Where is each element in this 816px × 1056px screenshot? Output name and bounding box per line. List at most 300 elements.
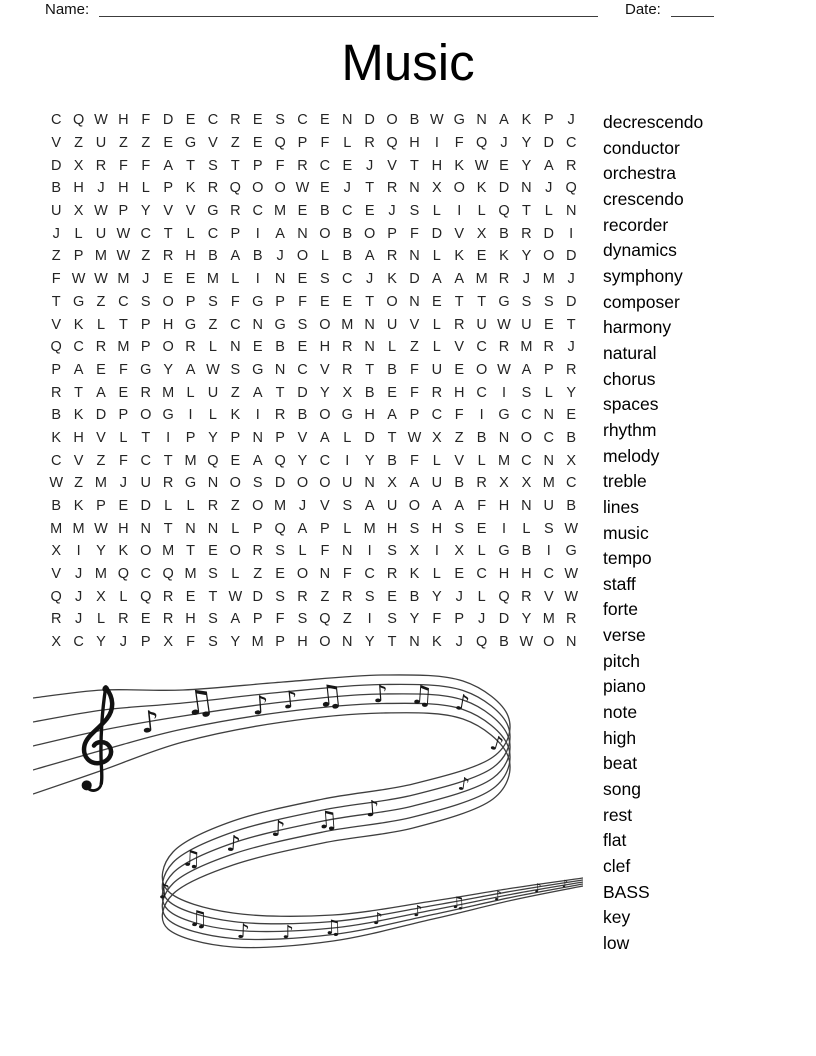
grid-cell: E [252,339,263,356]
grid-cell: V [320,361,330,378]
grid-cell: E [163,271,173,288]
grid-cell: B [521,543,532,560]
word-list-item: pitch [603,650,640,671]
grid-cell: C [73,339,84,356]
grid-cell: Q [207,452,219,469]
grid-cell: N [565,203,577,220]
grid-cell: Q [274,452,286,469]
grid-cell: O [319,225,331,242]
grid-cell: H [297,634,308,651]
grid-cell: L [477,203,486,220]
word-list-item: orchestra [603,163,676,184]
grid-cell: B [387,452,397,469]
grid-cell: T [186,157,195,174]
grid-cell: R [162,248,174,265]
grid-cell: J [366,157,374,174]
grid-cell: O [140,543,152,560]
grid-cell: O [296,248,309,265]
grid-cell: K [476,180,487,197]
grid-cell: T [163,452,173,469]
grid-cell: V [454,452,465,469]
grid-cell: P [409,407,420,424]
grid-cell: C [207,225,219,242]
staff-line [33,675,583,916]
grid-cell: R [95,339,107,356]
grid-cell: F [275,611,285,628]
grid-cell: P [163,180,173,197]
grid-cell: P [185,429,196,446]
grid-cell: P [118,407,129,424]
grid-cell: L [432,452,441,469]
grid-cell: B [342,248,353,265]
grid-cell: L [388,339,397,356]
grid-cell: L [119,429,128,446]
grid-cell: C [297,112,308,129]
grid-cell: N [185,520,196,537]
grid-cell: C [73,634,84,651]
grid-cell: E [320,112,330,129]
grid-cell: B [499,634,509,651]
grid-cell: O [453,180,465,197]
grid-cell: D [431,225,443,242]
beamed-notes-icon: ♫ [181,681,218,726]
grid-cell: S [208,634,218,651]
word-list-item: rest [603,804,633,825]
grid-cell: D [274,475,286,492]
grid-cell: J [74,588,83,605]
grid-cell: L [432,316,441,333]
grid-cell: N [409,180,420,197]
grid-cell: D [364,429,375,446]
grid-cell: Q [50,588,62,605]
grid-cell: M [117,339,130,356]
grid-cell: Z [230,498,240,515]
grid-cell: H [364,407,375,424]
grid-cell: K [73,316,84,333]
grid-cell: N [476,112,487,129]
grid-cell: Y [96,634,106,651]
grid-cell: H [118,112,129,129]
word-list-item: tempo [603,548,652,569]
grid-cell: P [320,520,330,537]
grid-cell: H [453,384,465,401]
grid-cell: C [476,566,487,583]
grid-cell: L [343,135,352,152]
grid-cell: M [542,475,555,492]
grid-cell: U [521,316,532,333]
word-list-item: key [603,907,631,928]
grid-cell: L [164,498,173,515]
grid-cell: N [252,316,263,333]
grid-cell: B [208,248,218,265]
grid-cell: Z [454,429,464,446]
grid-cell: R [364,135,375,152]
grid-cell: V [51,316,62,333]
grid-cell: F [298,293,307,310]
grid-cell: T [141,429,151,446]
grid-cell: T [387,429,397,446]
grid-cell: E [118,498,129,515]
grid-cell: B [342,225,353,242]
eighth-note-icon: ♪ [487,729,507,757]
grid-cell: O [140,407,152,424]
grid-cell: R [95,157,107,174]
grid-cell: A [297,520,308,537]
grid-cell: R [476,475,487,492]
grid-cell: L [522,520,531,537]
grid-cell: R [565,611,577,628]
grid-cell: O [319,407,331,424]
grid-cell: S [387,611,397,628]
word-list-item: melody [603,445,660,466]
grid-cell: C [521,407,532,424]
grid-cell: C [342,271,353,288]
grid-cell: J [74,566,83,583]
grid-cell: V [73,452,84,469]
grid-cell: U [543,498,555,515]
grid-cell: O [162,293,174,310]
grid-cell: P [252,611,263,628]
grid-cell: O [386,293,398,310]
grid-cell: G [498,293,510,310]
grid-cell: K [73,498,84,515]
grid-cell: P [387,225,397,242]
word-list-item: song [603,779,641,800]
grid-cell: B [364,384,375,401]
name-input-line[interactable] [99,16,598,17]
grid-cell: O [229,543,241,560]
grid-cell: I [434,543,439,560]
grid-cell: U [431,361,443,378]
grid-cell: G [341,407,353,424]
grid-cell: P [543,112,554,129]
word-list-item: note [603,702,638,723]
grid-cell: E [140,611,151,628]
grid-cell: F [141,112,151,129]
grid-cell: T [51,293,61,310]
word-search-grid [45,109,582,654]
grid-cell: C [140,225,151,242]
grid-cell: W [497,316,511,333]
grid-cell: H [185,248,196,265]
grid-cell: N [498,429,510,446]
grid-cell: S [409,203,420,220]
grid-cell: V [454,225,465,242]
grid-cell: H [185,611,196,628]
grid-cell: X [51,634,62,651]
grid-cell: C [565,135,577,152]
grid-cell: Z [96,452,106,469]
grid-cell: E [432,293,442,310]
grid-cell: A [163,157,173,174]
grid-cell: C [476,339,487,356]
grid-cell: T [365,180,375,197]
eighth-note-icon: ♪ [371,679,390,709]
grid-cell: S [342,498,353,515]
grid-cell: R [543,339,555,356]
grid-cell: B [275,339,285,356]
grid-cell: K [73,407,84,424]
grid-cell: R [140,384,151,401]
puzzle-title: Music [341,34,475,91]
grid-cell: Y [521,611,532,628]
grid-cell: G [498,407,510,424]
grid-cell: R [431,384,443,401]
grid-cell: C [230,316,241,333]
grid-cell: U [342,475,353,492]
grid-cell: R [565,361,577,378]
grid-cell: M [162,543,175,560]
grid-cell: T [163,520,173,537]
grid-cell: J [500,135,508,152]
grid-cell: P [140,339,151,356]
grid-cell: Y [432,588,442,605]
grid-cell: K [230,407,241,424]
grid-cell: T [163,225,173,242]
grid-cell: P [185,293,196,310]
grid-cell: B [320,203,330,220]
grid-cell: J [343,180,351,197]
eighth-note-icon: ♪ [493,888,503,905]
word-list-item: beat [603,753,638,774]
eighth-note-icon: ♪ [561,878,569,891]
grid-cell: X [499,475,509,492]
grid-cell: G [252,293,264,310]
grid-cell: W [228,588,243,605]
grid-cell: W [497,361,511,378]
grid-cell: L [432,566,441,583]
grid-cell: M [520,339,533,356]
grid-cell: G [184,316,197,333]
word-list-item: treble [603,471,647,492]
grid-cell: Q [229,180,241,197]
grid-cell: M [94,566,108,583]
music-staff-decoration [33,658,583,958]
grid-cell: T [521,203,531,220]
grid-cell: O [229,475,241,492]
grid-cell: S [140,293,151,310]
grid-cell: K [51,429,62,446]
grid-cell: C [207,112,219,129]
grid-cell: E [387,384,397,401]
grid-cell: B [51,180,62,197]
grid-cell: I [501,384,507,401]
grid-cell: K [454,248,465,265]
grid-cell: U [50,203,62,220]
grid-cell: J [119,475,127,492]
eighth-note-icon: ♪ [251,690,270,722]
grid-cell: F [320,543,330,560]
grid-cell: E [387,588,397,605]
grid-cell: L [320,248,329,265]
grid-cell: P [252,520,263,537]
grid-cell: C [543,566,555,583]
word-list-item: rhythm [603,419,657,440]
grid-cell: W [407,429,422,446]
beamed-notes-icon: ♫ [188,907,208,932]
grid-cell: E [364,203,375,220]
word-list-item: decrescendo [603,112,704,132]
grid-cell: N [543,452,555,469]
grid-cell: O [364,225,376,242]
grid-cell: A [521,361,532,378]
grid-cell: L [208,339,217,356]
grid-cell: A [409,475,420,492]
grid-cell: S [521,293,532,310]
grid-cell: O [543,248,555,265]
staff-lines-group [33,675,583,948]
grid-cell: R [50,611,62,628]
word-list-item: BASS [603,881,650,902]
grid-cell: X [163,634,173,651]
grid-cell: O [252,180,264,197]
grid-cell: Q [72,112,85,129]
grid-cell: G [184,475,197,492]
grid-cell: E [320,293,330,310]
word-list-item: chorus [603,368,656,389]
grid-cell: E [185,271,196,288]
grid-cell: R [50,384,62,401]
grid-cell: W [429,112,444,129]
grid-cell: S [275,112,285,129]
grid-cell: I [479,407,484,424]
grid-cell: D [498,180,510,197]
grid-cell: X [51,543,62,560]
grid-cell: M [206,271,219,288]
grid-cell: I [255,225,260,242]
grid-cell: L [477,588,486,605]
grid-cell: L [96,316,106,333]
grid-cell: L [343,520,352,537]
grid-cell: A [252,452,263,469]
grid-cell: K [454,157,465,174]
beamed-notes-icon: ♫ [408,680,435,712]
grid-cell: A [320,429,330,446]
grid-cell: E [230,452,241,469]
grid-cell: N [207,475,219,492]
grid-cell: J [455,634,463,651]
grid-cell: O [408,498,421,515]
grid-cell: O [162,339,174,356]
date-input-line[interactable] [671,16,714,17]
grid-cell: D [498,611,510,628]
grid-cell: J [298,498,307,515]
grid-cell: Z [320,588,330,605]
grid-cell: G [453,112,465,129]
grid-cell: W [94,520,108,537]
word-list-item: lines [603,496,639,517]
grid-cell: L [432,339,441,356]
grid-cell: M [363,520,376,537]
grid-cell: O [274,180,286,197]
grid-cell: G [162,407,174,424]
grid-cell: S [543,293,554,310]
grid-cell: Y [364,452,375,469]
grid-cell: P [73,248,84,265]
grid-cell: E [342,293,353,310]
grid-cell: A [499,112,509,129]
grid-cell: N [252,429,263,446]
grid-cell: K [499,248,509,265]
grid-cell: F [410,384,419,401]
eighth-note-icon: ♪ [270,816,286,843]
grid-cell: C [140,566,151,583]
word-list-item: crescendo [603,188,684,209]
grid-cell: V [543,588,554,605]
grid-cell: V [387,157,397,174]
grid-cell: Q [319,611,331,628]
grid-cell: R [162,588,174,605]
grid-cell: F [230,293,240,310]
grid-cell: R [230,203,241,220]
grid-cell: M [497,452,511,469]
grid-cell: L [477,452,486,469]
grid-cell: A [387,407,397,424]
grid-cell: B [51,407,62,424]
word-list-item: low [603,933,630,953]
grid-cell: L [208,407,217,424]
grid-cell: R [118,611,129,628]
grid-cell: N [521,180,532,197]
grid-cell: J [52,225,60,242]
grid-cell: N [274,361,286,378]
beamed-notes-icon: ♫ [314,677,346,716]
grid-cell: C [297,361,308,378]
grid-cell: P [297,135,308,152]
grid-cell: M [274,498,287,515]
grid-cell: X [342,384,353,401]
grid-cell: Y [297,452,308,469]
grid-cell: J [477,611,486,628]
grid-cell: E [543,316,554,333]
grid-cell: L [477,543,486,560]
grid-cell: I [546,543,551,560]
grid-cell: R [207,498,219,515]
grid-cell: F [51,271,61,288]
grid-cell: N [364,475,375,492]
grid-cell: Q [565,180,577,197]
grid-cell: M [251,634,264,651]
word-list-item: harmony [603,317,672,338]
word-list-item: symphony [603,265,683,286]
grid-cell: Q [117,566,129,583]
grid-cell: E [320,180,330,197]
grid-cell: F [320,135,330,152]
grid-cell: F [432,611,442,628]
grid-cell: Y [96,543,106,560]
grid-cell: N [342,634,353,651]
grid-cell: M [274,203,287,220]
grid-cell: O [296,475,309,492]
grid-cell: U [207,384,219,401]
grid-cell: Q [475,634,488,651]
grid-cell: N [140,520,151,537]
grid-cell: N [342,543,353,560]
grid-cell: M [542,611,555,628]
grid-cell: L [231,271,240,288]
grid-cell: Z [118,135,128,152]
grid-cell: N [543,407,555,424]
grid-cell: R [453,316,465,333]
grid-cell: B [566,498,577,515]
grid-cell: Y [521,157,532,174]
grid-cell: N [342,112,353,129]
grid-cell: I [434,135,439,152]
grid-cell: C [342,203,353,220]
grid-cell: M [184,452,197,469]
grid-cell: P [454,611,465,628]
grid-cell: E [185,112,196,129]
